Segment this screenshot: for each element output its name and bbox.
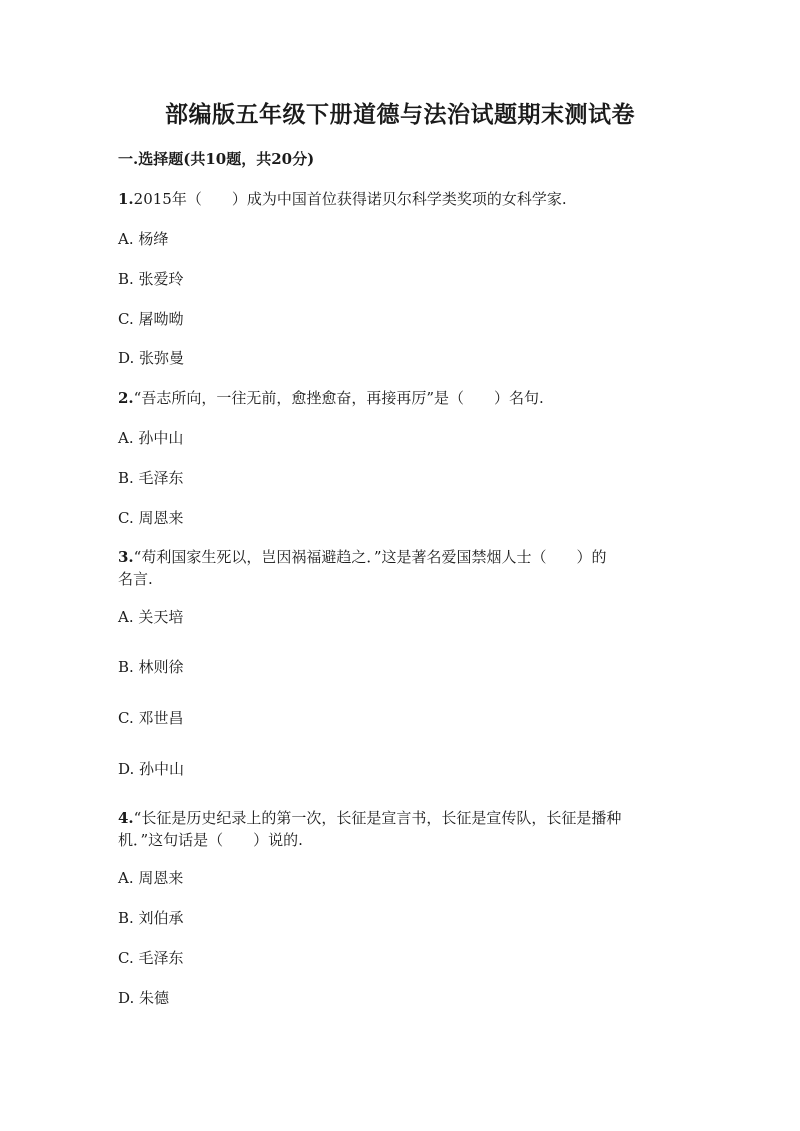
question-text: “长征是历史纪录上的第一次，长征是宣言书，长征是宣传队，长征是播种 [133, 809, 622, 827]
q1-option-d: D. 张弥曼 [118, 349, 185, 367]
q2-option-c: C. 周恩来 [118, 509, 184, 527]
q1-option-c: C. 屠呦呦 [118, 310, 184, 328]
question-3-stem-continued: 名言. [118, 570, 153, 588]
question-1-stem [118, 188, 678, 210]
q1-option-b: B. 张爱玲 [118, 270, 184, 288]
question-3-stem [118, 546, 678, 568]
question-text: “吾志所向，一往无前，愈挫愈奋，再接再厉”是（ ）名句. [133, 389, 544, 407]
question-number: 4. [118, 809, 134, 827]
question-number: 2. [118, 389, 134, 407]
question-number: 1. [118, 190, 134, 208]
question-text: 2015年（ ）成为中国首位获得诺贝尔科学类奖项的女科学家. [133, 190, 567, 208]
q2-option-a: A. 孙中山 [118, 429, 184, 447]
q4-option-a: A. 周恩来 [118, 869, 184, 887]
question-4-stem [118, 807, 678, 829]
question-4-stem-continued: 机．”这句话是（ ）说的. [118, 831, 303, 849]
q4-option-d: D. 朱德 [118, 989, 170, 1007]
page-title: 部编版五年级下册道德与法治试题期末测试卷 [165, 101, 635, 128]
q1-option-a: A. 杨绛 [118, 230, 169, 248]
q3-option-b: B. 林则徐 [118, 658, 184, 676]
q3-option-d: D. 孙中山 [118, 760, 185, 778]
q3-option-a: A. 关天培 [118, 608, 184, 626]
q3-option-c: C. 邓世昌 [118, 709, 184, 727]
q2-option-b: B. 毛泽东 [118, 469, 184, 487]
question-2-stem [118, 387, 678, 409]
section-heading: 一.选择题(共10题，共20分) [118, 150, 315, 168]
question-number: 3. [118, 548, 134, 566]
q4-option-b: B. 刘伯承 [118, 909, 184, 927]
question-text: “苟利国家生死以，岂因祸福避趋之．”这是著名爱国禁烟人士（ ）的 [133, 548, 607, 566]
q4-option-c: C. 毛泽东 [118, 949, 184, 967]
